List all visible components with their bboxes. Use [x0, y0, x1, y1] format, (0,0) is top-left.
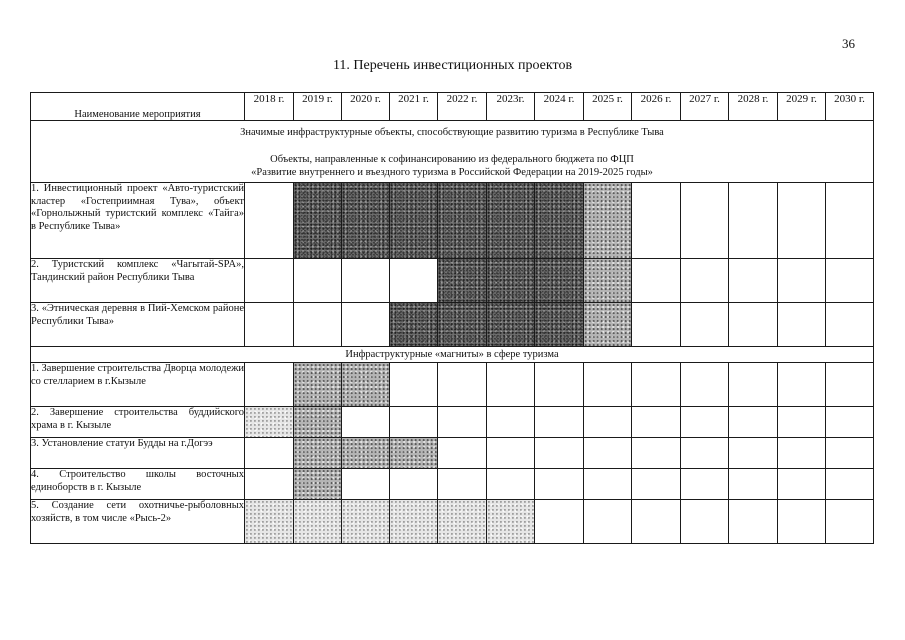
- year-header: 2021 г.: [390, 93, 438, 121]
- timeline-cell: [681, 363, 729, 407]
- table-row: [31, 183, 874, 259]
- timeline-cell: [245, 303, 294, 347]
- timeline-cell: [681, 469, 729, 500]
- timeline-cell: [729, 438, 778, 469]
- timeline-cell: [826, 500, 874, 544]
- timeline-cell: [778, 407, 826, 438]
- timeline-cell: [294, 303, 342, 347]
- investment-projects-table: [30, 92, 874, 544]
- timeline-cell: [632, 469, 681, 500]
- timeline-cell: [584, 407, 632, 438]
- timeline-cell-shaded: [342, 438, 390, 469]
- timeline-cell: [390, 259, 438, 303]
- document-title: 11. Перечень инвестиционных проектов: [332, 58, 573, 73]
- timeline-cell: [294, 259, 342, 303]
- timeline-cell: [390, 407, 438, 438]
- table-row: [31, 259, 874, 303]
- timeline-cell: [778, 303, 826, 347]
- timeline-cell-shaded: [438, 259, 487, 303]
- section-heading: Инфраструктурные «магниты» в сфере туризма: [31, 347, 874, 363]
- table-row: [31, 438, 874, 469]
- timeline-cell-shaded: [535, 259, 584, 303]
- timeline-cell: [390, 469, 438, 500]
- timeline-cell: [632, 363, 681, 407]
- timeline-cell: [729, 183, 778, 259]
- year-header: 2024 г.: [535, 93, 584, 121]
- timeline-cell: [826, 259, 874, 303]
- timeline-cell-shaded: [294, 438, 342, 469]
- timeline-cell-shaded: [245, 500, 294, 544]
- timeline-cell: [342, 407, 390, 438]
- timeline-cell-shaded: [294, 469, 342, 500]
- project-name-cell: 4. Строительство школы восточных единоборств в г. Кызыле: [31, 469, 245, 500]
- timeline-cell: [681, 438, 729, 469]
- timeline-cell-shaded: [487, 183, 535, 259]
- timeline-cell-shaded: [294, 183, 342, 259]
- timeline-cell: [632, 303, 681, 347]
- timeline-cell: [584, 500, 632, 544]
- project-name-cell: 1. Завершение строительства Дворца молодежи со стелларием в г.Кызыле: [31, 363, 245, 407]
- timeline-cell: [342, 303, 390, 347]
- project-name-cell: 2. Завершение строительства буддийского храма в г. Кызыле: [31, 407, 245, 438]
- timeline-cell: [826, 303, 874, 347]
- timeline-cell: [342, 469, 390, 500]
- section-heading-line: «Развитие внутреннего и въездного туризма в Российской Федерации на 2019-2025 годы»: [251, 167, 653, 178]
- timeline-cell-shaded: [438, 183, 487, 259]
- timeline-cell: [438, 438, 487, 469]
- timeline-cell: [632, 183, 681, 259]
- timeline-cell: [438, 407, 487, 438]
- timeline-cell-shaded: [294, 363, 342, 407]
- timeline-cell-shaded: [584, 303, 632, 347]
- timeline-cell-shaded: [584, 183, 632, 259]
- project-name-cell: 3. «Этническая деревня в Пий-Хемском районе Республики Тыва»: [31, 303, 245, 347]
- timeline-cell-shaded: [438, 500, 487, 544]
- timeline-cell-shaded: [342, 500, 390, 544]
- timeline-cell: [681, 500, 729, 544]
- timeline-cell: [729, 469, 778, 500]
- table-row: [31, 469, 874, 500]
- page-number: 36: [842, 36, 855, 51]
- timeline-cell: [826, 407, 874, 438]
- timeline-cell: [778, 500, 826, 544]
- timeline-cell: [438, 363, 487, 407]
- timeline-cell: [729, 303, 778, 347]
- timeline-cell: [584, 438, 632, 469]
- timeline-cell-shaded: [535, 183, 584, 259]
- project-name-cell: 3. Установление статуи Будды на г.Догээ: [31, 438, 245, 469]
- timeline-cell: [535, 407, 584, 438]
- timeline-cell: [438, 469, 487, 500]
- timeline-cell: [390, 363, 438, 407]
- timeline-cell: [681, 183, 729, 259]
- year-header: 2018 г.: [245, 93, 294, 121]
- year-header: 2023г.: [487, 93, 535, 121]
- table-row: [31, 303, 874, 347]
- timeline-cell-shaded: [584, 259, 632, 303]
- timeline-cell: [632, 500, 681, 544]
- project-name-cell: 1. Инвестиционный проект «Авто-туристский кластер «Гостеприимная Тува», объект «Горнолыжный туристский комплекс «Тайга» в Республике Тыва»: [31, 183, 245, 259]
- timeline-cell: [535, 500, 584, 544]
- section-heading-line: Значимые инфраструктурные объекты, способствующие развитию туризма в Республике Тыва: [240, 127, 664, 138]
- project-name-cell: 2. Туристский комплекс «Чагытай-SPA», Тандинский район Республики Тыва: [31, 259, 245, 303]
- timeline-cell-shaded: [390, 183, 438, 259]
- year-header: 2026 г.: [632, 93, 681, 121]
- timeline-cell: [826, 183, 874, 259]
- timeline-cell: [681, 407, 729, 438]
- timeline-cell: [778, 183, 826, 259]
- timeline-cell: [826, 438, 874, 469]
- timeline-cell: [729, 259, 778, 303]
- timeline-cell-shaded: [438, 303, 487, 347]
- timeline-cell-shaded: [487, 259, 535, 303]
- timeline-cell: [342, 259, 390, 303]
- timeline-cell: [487, 363, 535, 407]
- timeline-cell: [245, 183, 294, 259]
- timeline-cell-shaded: [535, 303, 584, 347]
- timeline-cell: [729, 407, 778, 438]
- timeline-cell-shaded: [245, 407, 294, 438]
- timeline-cell-shaded: [294, 500, 342, 544]
- timeline-cell: [778, 469, 826, 500]
- year-header: 2025 г.: [584, 93, 632, 121]
- year-header: 2022 г.: [438, 93, 487, 121]
- table-row: [31, 363, 874, 407]
- section-row-significant-objects: [31, 121, 874, 183]
- timeline-cell: [729, 500, 778, 544]
- timeline-cell: [487, 438, 535, 469]
- table-row: [31, 500, 874, 544]
- timeline-cell: [681, 303, 729, 347]
- timeline-cell: [584, 469, 632, 500]
- timeline-cell: [778, 363, 826, 407]
- timeline-cell: [535, 438, 584, 469]
- timeline-cell-shaded: [390, 500, 438, 544]
- timeline-cell: [487, 469, 535, 500]
- timeline-cell: [778, 259, 826, 303]
- header-row: [31, 93, 874, 121]
- project-name-cell: 5. Создание сети охотничье-рыболовных хозяйств, в том числе «Рысь-2»: [31, 500, 245, 544]
- timeline-cell: [535, 363, 584, 407]
- timeline-cell: [245, 469, 294, 500]
- timeline-cell: [487, 407, 535, 438]
- timeline-cell: [632, 407, 681, 438]
- timeline-cell-shaded: [390, 438, 438, 469]
- timeline-cell: [826, 363, 874, 407]
- year-header: 2028 г.: [729, 93, 778, 121]
- timeline-cell: [584, 363, 632, 407]
- year-header: 2019 г.: [294, 93, 342, 121]
- timeline-cell: [245, 259, 294, 303]
- timeline-cell-shaded: [294, 407, 342, 438]
- timeline-cell-shaded: [487, 303, 535, 347]
- timeline-cell: [729, 363, 778, 407]
- section-heading-line: Объекты, направленные к софинансированию из федерального бюджета по ФЦП: [270, 154, 634, 165]
- timeline-cell: [826, 469, 874, 500]
- timeline-cell: [681, 259, 729, 303]
- section-row-magnets: [31, 347, 874, 363]
- section-heading: [31, 121, 874, 183]
- year-header: 2030 г.: [826, 93, 874, 121]
- name-column-header: Наименование мероприятия: [31, 93, 245, 121]
- table-row: [31, 407, 874, 438]
- year-header: 2027 г.: [681, 93, 729, 121]
- timeline-cell-shaded: [390, 303, 438, 347]
- timeline-cell-shaded: [487, 500, 535, 544]
- year-header: 2020 г.: [342, 93, 390, 121]
- timeline-cell-shaded: [342, 363, 390, 407]
- year-header: 2029 г.: [778, 93, 826, 121]
- timeline-cell: [632, 438, 681, 469]
- timeline-cell: [632, 259, 681, 303]
- timeline-cell-shaded: [342, 183, 390, 259]
- timeline-cell: [245, 363, 294, 407]
- timeline-cell: [245, 438, 294, 469]
- timeline-cell: [778, 438, 826, 469]
- timeline-cell: [535, 469, 584, 500]
